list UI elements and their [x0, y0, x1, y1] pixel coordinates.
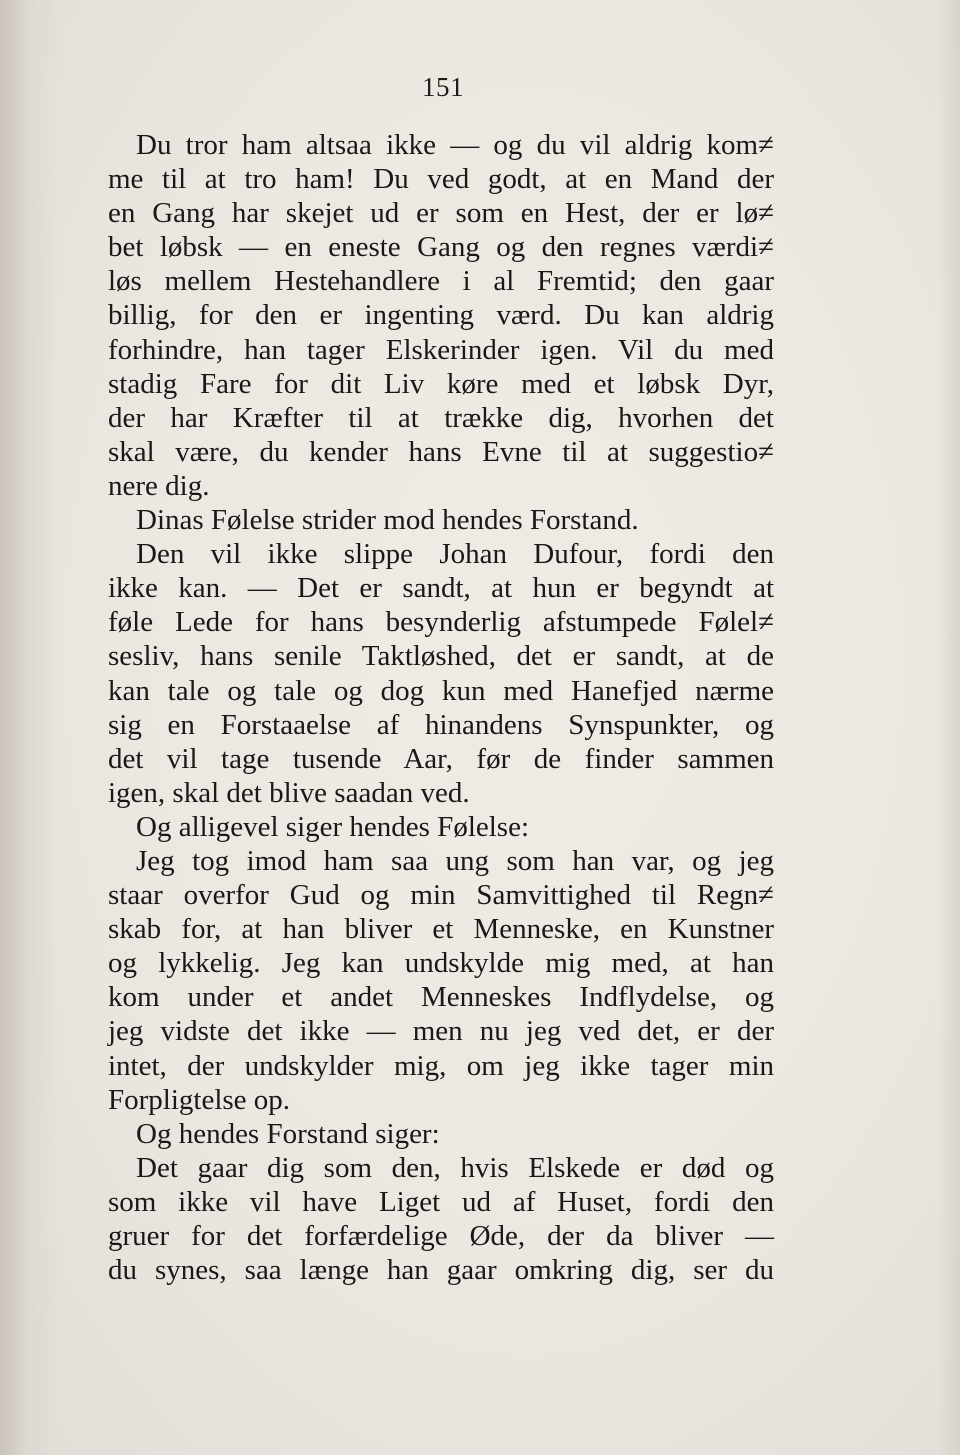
text-line: skal være, du kender hans Evne til at suggestio≠ [108, 435, 774, 468]
text-line: det vil tage tusende Aar, før de finder sammen [108, 742, 774, 775]
text-line: og lykkelig. Jeg kan undskylde mig med, at han [108, 947, 774, 980]
text-line: kan tale og tale og dog kun med Hanefjed nærme [108, 674, 774, 707]
text-line: billig, for den er ingenting værd. Du kan aldrig [108, 299, 774, 332]
text-line: som ikke vil have Liget ud af Huset, fordi den [108, 1185, 774, 1218]
text-line: kom under et andet Menneskes Indflydelse, og [108, 981, 774, 1014]
text-line: Den vil ikke slippe Johan Dufour, fordi den [136, 538, 774, 571]
text-line: skab for, at han bliver et Menneske, en Kunstner [108, 913, 774, 946]
text-line: Det gaar dig som den, hvis Elskede er død og [136, 1151, 774, 1184]
text-line: Dinas Følelse strider mod hendes Forstand. [136, 504, 639, 537]
text-line: ikke kan. — Det er sandt, at hun er begyndt at [108, 572, 774, 605]
text-line: der har Kræfter til at trække dig, hvorhen det [108, 401, 774, 434]
body-text [108, 128, 774, 1287]
text-line: Du tror ham altsaa ikke — og du vil aldrig kom≠ [136, 129, 774, 161]
text-line: Og hendes Forstand siger: [136, 1117, 440, 1150]
page-number: 151 [422, 72, 464, 102]
text-line: bet løbsk — en eneste Gang og den regnes værdi≠ [108, 231, 774, 264]
gutter-shadow [0, 0, 60, 1455]
text-line: forhindre, han tager Elskerinder igen. Vil du med [108, 333, 774, 366]
text-line: staar overfor Gud og min Samvittighed til Regn≠ [108, 879, 774, 912]
text-line: igen, skal det blive saadan ved. [108, 776, 470, 809]
text-line: løs mellem Hestehandlere i al Fremtid; den gaar [108, 265, 774, 298]
text-line: Og alligevel siger hendes Følelse: [136, 810, 530, 843]
text-line: sig en Forstaaelse af hinandens Synspunkter, og [108, 708, 774, 741]
text-line: du synes, saa længe han gaar omkring dig, ser du [108, 1254, 774, 1287]
text-line: intet, der undskylder mig, om jeg ikke tager min [108, 1049, 774, 1082]
page-edge-shadow [938, 0, 960, 1455]
text-line: jeg vidste det ikke — men nu jeg ved det, er der [108, 1015, 774, 1048]
text-line: føle Lede for hans besynderlig afstumpede Følel≠ [108, 606, 774, 639]
text-line: nere dig. [108, 469, 210, 502]
text-line: en Gang har skejet ud er som en Hest, der er lø≠ [108, 197, 774, 230]
text-line: Forpligtelse op. [108, 1083, 291, 1116]
text-line: me til at tro ham! Du ved godt, at en Mand der [108, 163, 774, 196]
text-line: Jeg tog imod ham saa ung som han var, og jeg [136, 844, 774, 877]
text-line: stadig Fare for dit Liv køre med et løbsk Dyr, [108, 367, 774, 400]
text-line: gruer for det forfærdelige Øde, der da bliver — [108, 1220, 774, 1252]
text-line: sesliv, hans senile Taktløshed, det er sandt, at de [108, 640, 774, 673]
